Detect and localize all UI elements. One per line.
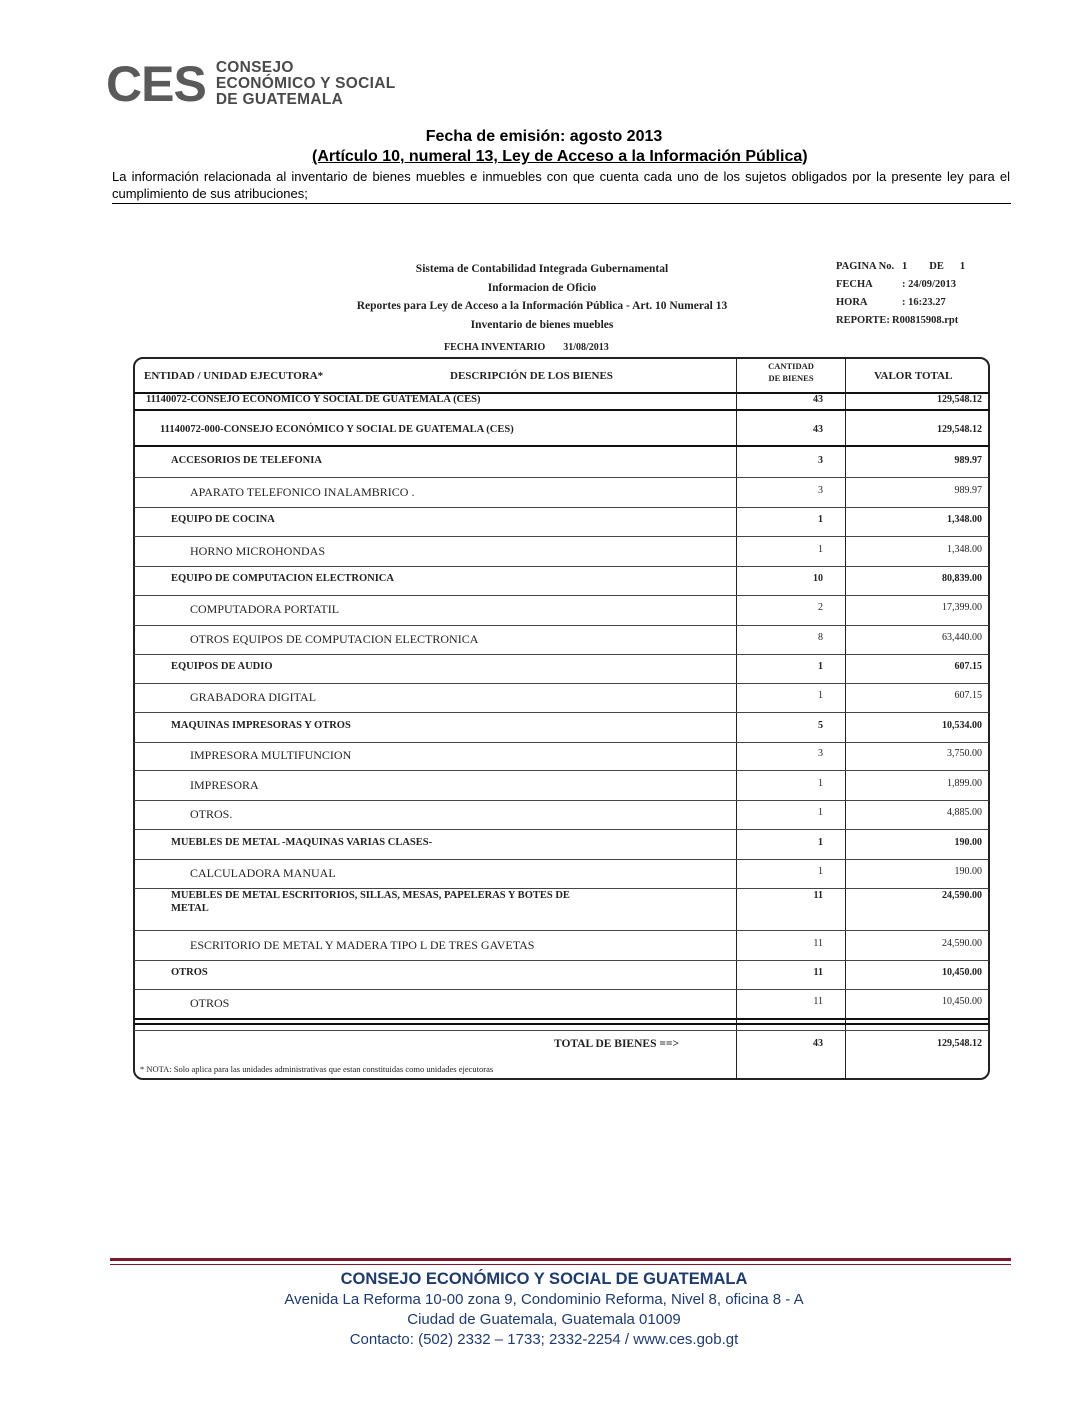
table-row-label: 11140072-000-CONSEJO ECONÓMICO Y SOCIAL DE GUATEMALA (CES)	[160, 424, 514, 435]
row-divider	[134, 1023, 989, 1025]
table-row-value: 63,440.00	[942, 632, 982, 643]
row-divider	[134, 930, 989, 931]
row-divider	[134, 829, 989, 830]
report-page-row	[836, 258, 965, 276]
row-divider	[134, 625, 989, 626]
table-row-label: CALCULADORA MANUAL	[190, 866, 336, 880]
footer-divider	[110, 1264, 1011, 1265]
total-qty: 43	[813, 1038, 823, 1049]
table-row-qty: 1	[818, 837, 823, 848]
table-row-value: 607.15	[954, 690, 982, 701]
report-meta	[836, 258, 965, 330]
table-note: * NOTA: Solo aplica para las unidades administrativas que estan constituidas como unidades ejecutoras	[140, 1064, 494, 1074]
report-id-label: REPORTE:	[836, 315, 890, 326]
logo-line: ECONÓMICO Y SOCIAL	[215, 75, 396, 92]
table-row-label: APARATO TELEFONICO INALAMBRICO .	[190, 485, 415, 499]
table-row-qty: 1	[818, 807, 823, 818]
page-total: 1	[959, 261, 966, 272]
table-row-label: 11140072-CONSEJO ECONÓMICO Y SOCIAL DE GUATEMALA (CES)	[146, 394, 481, 405]
row-divider	[134, 960, 989, 961]
row-divider	[134, 409, 989, 411]
table-row-qty: 11	[813, 967, 823, 978]
inventory-date-value: 31/08/2013	[563, 342, 609, 353]
time-value: : 16:23.27	[902, 297, 946, 308]
row-divider	[134, 742, 989, 743]
footer-divider	[110, 1258, 1011, 1261]
table-row-value: 1,899.00	[947, 778, 982, 789]
table-row-value: 1,348.00	[947, 514, 982, 525]
row-divider	[134, 536, 989, 537]
row-divider	[134, 595, 989, 596]
footer-address: Avenida La Reforma 10-00 zona 9, Condominio Reforma, Nivel 8, oficina 8 - A	[284, 1291, 804, 1308]
report-id-value: R00815908.rpt	[892, 315, 959, 326]
report-title-line: Sistema de Contabilidad Integrada Gubernamental	[415, 263, 669, 275]
row-divider	[134, 800, 989, 801]
table-row-value: 190.00	[954, 837, 982, 848]
footer-org: CONSEJO ECONÓMICO Y SOCIAL DE GUATEMALA	[340, 1270, 748, 1288]
report-id-row	[836, 312, 965, 330]
page-label: PAGINA No.	[836, 261, 895, 272]
table-row-value: 24,590.00	[942, 938, 982, 949]
page-number: 1	[902, 261, 908, 272]
table-row-label: OTROS.	[190, 807, 233, 821]
table-row-value: 10,534.00	[942, 720, 982, 731]
page-title: Fecha de emisión: agosto 2013	[425, 128, 663, 145]
table-row-label: ESCRITORIO DE METAL Y MADERA TIPO L DE TRES GAVETAS	[190, 938, 535, 952]
row-divider	[134, 770, 989, 771]
inventory-date-label: FECHA INVENTARIO	[444, 342, 546, 353]
table-row-qty: 8	[818, 632, 823, 643]
table-row-value: 129,548.12	[937, 424, 982, 435]
row-divider	[134, 989, 989, 990]
table-row-value: 190.00	[954, 866, 982, 877]
row-divider	[134, 1018, 989, 1020]
report-time-row	[836, 294, 965, 312]
table-row-value: 607.15	[954, 661, 982, 672]
table-row-label: HORNO MICROHONDAS	[190, 544, 326, 558]
row-divider	[134, 566, 989, 567]
table-row-label: OTROS	[190, 996, 230, 1010]
report-title-block	[300, 260, 784, 334]
table-row-label: METAL	[171, 903, 209, 914]
table-row-qty: 11	[813, 996, 823, 1007]
row-divider	[134, 477, 989, 478]
table-row-value: 10,450.00	[942, 996, 982, 1007]
table-row-value: 129,548.12	[937, 394, 982, 405]
date-value: : 24/09/2013	[902, 279, 956, 290]
table-row-value: 1,348.00	[947, 544, 982, 555]
table-row-qty: 1	[818, 866, 823, 877]
report-date-row	[836, 276, 965, 294]
table-row-value: 4,885.00	[947, 807, 982, 818]
header-cantidad-line: DE BIENES	[768, 373, 814, 383]
report-title-line: Informacion de Oficio	[487, 281, 597, 294]
table-row-label: GRABADORA DIGITAL	[190, 690, 317, 704]
row-divider	[134, 507, 989, 508]
row-divider	[134, 859, 989, 860]
page-of-label: DE	[929, 261, 944, 272]
table-row-qty: 3	[818, 485, 823, 496]
table-row-label: EQUIPO DE COCINA	[171, 514, 275, 525]
logo-text	[216, 60, 396, 108]
table-row-qty: 3	[818, 748, 823, 759]
table-row-qty: 1	[818, 690, 823, 701]
table-row-qty: 43	[813, 394, 823, 405]
table-row-value: 24,590.00	[942, 890, 982, 901]
table-row-label: MUEBLES DE METAL ESCRITORIOS, SILLAS, MESAS, PAPELERAS Y BOTES DE	[171, 890, 570, 901]
table-row-value: 989.97	[954, 455, 982, 466]
table-row-qty: 1	[818, 514, 823, 525]
page-subtitle: (Artículo 10, numeral 13, Ley de Acceso a la Información Pública)	[312, 148, 808, 165]
table-row-label: EQUIPOS DE AUDIO	[171, 661, 273, 672]
page-description: La información relacionada al inventario de bienes muebles e inmuebles con que cuenta cada uno de los sujetos obligados por la presente ley para el cumplimiento de sus atribuciones;	[112, 169, 1010, 201]
table-row-label: MUEBLES DE METAL -MAQUINAS VARIAS CLASES-	[171, 837, 433, 848]
table-row-value: 10,450.00	[942, 967, 982, 978]
table-row-value: 80,839.00	[942, 573, 982, 584]
table-row-qty: 43	[813, 424, 823, 435]
report-title-line: Reportes para Ley de Acceso a la Información Pública - Art. 10 Numeral 13	[356, 300, 728, 312]
total-value: 129,548.12	[937, 1038, 982, 1049]
row-divider	[134, 888, 989, 889]
logo-line: CONSEJO	[215, 59, 294, 76]
table-row-qty: 5	[818, 720, 823, 731]
header-cantidad	[737, 360, 845, 384]
logo-mark: CES	[106, 56, 206, 112]
inventory-date	[444, 342, 609, 353]
table-row-qty: 2	[818, 602, 823, 613]
logo-line: DE GUATEMALA	[215, 91, 344, 108]
table-row-label: COMPUTADORA PORTATIL	[190, 602, 340, 616]
table-row-qty: 1	[818, 544, 823, 555]
ces-logo	[106, 56, 395, 112]
table-row-label: MAQUINAS IMPRESORAS Y OTROS	[171, 720, 351, 731]
table-row-value: 17,399.00	[942, 602, 982, 613]
footer-city: Ciudad de Guatemala, Guatemala 01009	[407, 1311, 681, 1328]
total-label: TOTAL DE BIENES ==>	[554, 1038, 680, 1050]
table-row-label: OTROS	[171, 967, 208, 978]
table-row-label: ACCESORIOS DE TELEFONIA	[171, 455, 322, 466]
row-divider	[134, 1030, 989, 1031]
header-valor: VALOR TOTAL	[874, 370, 953, 382]
row-divider	[134, 712, 989, 713]
table-row-qty: 11	[813, 938, 823, 949]
header-entidad: ENTIDAD / UNIDAD EJECUTORA*	[144, 370, 324, 382]
time-label: HORA	[836, 297, 868, 308]
table-row-label: EQUIPO DE COMPUTACION ELECTRONICA	[171, 573, 394, 584]
report-title-line: Inventario de bienes muebles	[470, 318, 614, 331]
table-row-qty: 1	[818, 661, 823, 672]
row-divider	[134, 683, 989, 684]
row-divider	[134, 445, 989, 447]
table-row-value: 989.97	[954, 485, 982, 496]
date-label: FECHA	[836, 279, 873, 290]
table-row-qty: 3	[818, 455, 823, 466]
header-descripcion: DESCRIPCIÓN DE LOS BIENES	[450, 370, 613, 382]
table-row-qty: 11	[813, 890, 823, 901]
row-divider	[134, 654, 989, 655]
table-row-label: IMPRESORA MULTIFUNCION	[190, 748, 352, 762]
header-divider	[112, 203, 1011, 204]
table-row-qty: 10	[813, 573, 823, 584]
header-cantidad-line: CANTIDAD	[768, 361, 814, 371]
table-row-label: IMPRESORA	[190, 778, 259, 792]
table-row-qty: 1	[818, 778, 823, 789]
table-row-value: 3,750.00	[947, 748, 982, 759]
footer-contact: Contacto: (502) 2332 – 1733; 2332-2254 / www.ces.gob.gt	[349, 1331, 739, 1348]
table-row-label: OTROS EQUIPOS DE COMPUTACION ELECTRONICA	[190, 632, 479, 646]
